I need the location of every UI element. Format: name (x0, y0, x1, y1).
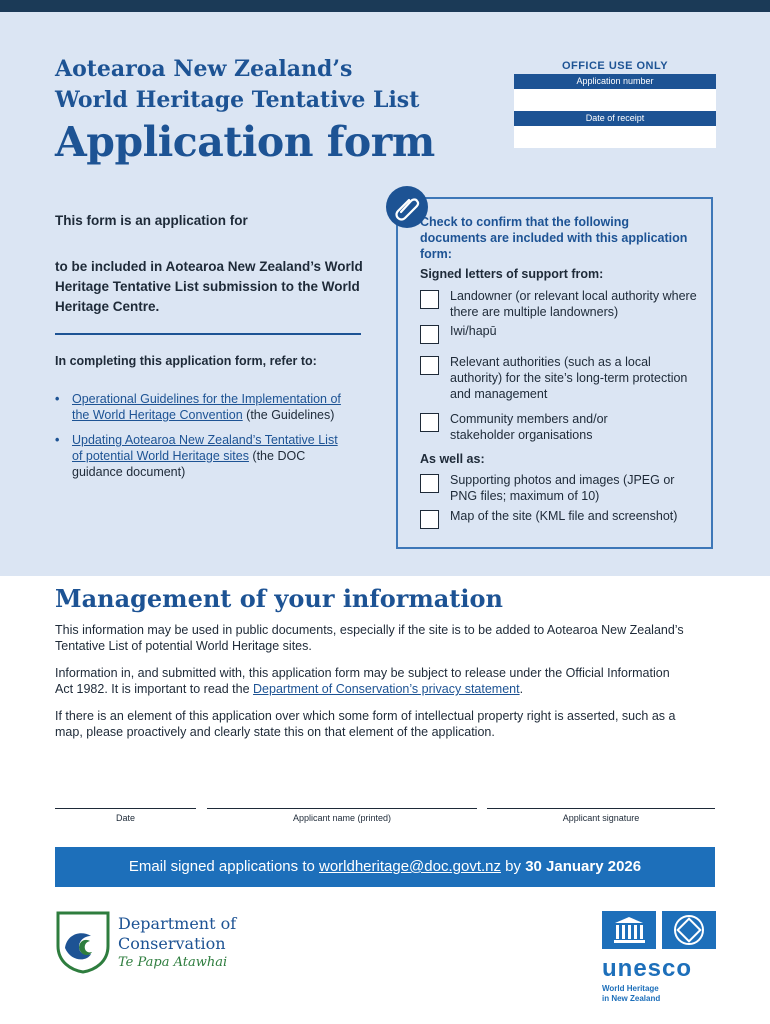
office-use-heading: OFFICE USE ONLY (561, 60, 669, 72)
management-title: Management of your information (55, 584, 503, 613)
management-paragraph-3: If there is an element of this application over which some form of intellectual property right is asserted, such as a map, please proactively and clearly state this on that element of the application. (55, 709, 676, 739)
world-heritage-emblem-icon (662, 911, 716, 949)
checkbox[interactable] (420, 290, 439, 309)
applicant-signature-label: Applicant signature (562, 813, 640, 823)
doc-name-line-1: Department of (118, 914, 237, 933)
reference-suffix: (the DOC guidance document) (72, 449, 306, 479)
office-use-box (514, 60, 716, 148)
checklist-item-label: Landowner (or relevant local authority where there are multiple landowners) (450, 289, 697, 319)
application-number-label: Application number (514, 74, 716, 89)
application-number-field[interactable] (514, 89, 716, 111)
email-text: Email signed applications to (128, 858, 319, 875)
checklist-item-label: Map of the site (KML file and screenshot) (450, 509, 678, 523)
checkbox[interactable] (420, 325, 439, 344)
subtitle-line-2: World Heritage Tentative List (55, 87, 420, 113)
reference-item (55, 432, 345, 480)
unesco-temple-icon (602, 911, 656, 949)
reference-item (55, 391, 345, 423)
checkbox[interactable] (420, 356, 439, 375)
doc-name-line-2: Conservation (118, 934, 226, 953)
paragraph-text: . (519, 682, 524, 696)
email-link[interactable]: worldheritage@doc.govt.nz (319, 858, 501, 875)
section-divider (55, 333, 361, 335)
checklist-item-label: Community members and/or stakeholder organisations (450, 412, 608, 442)
unesco-subtitle (602, 984, 660, 1004)
page-title: Application form (55, 118, 435, 166)
reference-suffix: (the Guidelines) (242, 408, 335, 422)
checkbox[interactable] (420, 510, 439, 529)
intro-line-2: to be included in Aotearoa New Zealand’s World Heritage Tentative List submission to the World Heritage Centre. (55, 259, 363, 314)
doc-wordmark (118, 914, 236, 972)
date-line[interactable] (55, 808, 196, 809)
management-paragraph-2 (55, 665, 685, 697)
checklist-item-label: Supporting photos and images (JPEG or PNG files; maximum of 10) (450, 473, 675, 503)
bullet-icon: • (55, 433, 60, 447)
unesco-subtitle-line-1: World Heritage (602, 984, 659, 993)
checklist-item-label: Relevant authorities (such as a local authority) for the site’s long-term protection and management (450, 355, 688, 401)
checkbox[interactable] (420, 474, 439, 493)
unesco-subtitle-line-2: in New Zealand (602, 994, 661, 1003)
bullet-icon: • (55, 392, 60, 406)
intro-line-1: This form is an application for (55, 213, 248, 228)
doc-maori-name: Te Papa Atawhai (118, 955, 228, 970)
unesco-wordmark: unesco (602, 955, 693, 982)
checkbox[interactable] (420, 413, 439, 432)
paragraph-text: Information in, and submitted with, this application form may be subject to release under the Official Information Act 1982. It is important to read the (55, 666, 670, 696)
applicant-signature-line[interactable] (487, 808, 715, 809)
checklist-item-label: Iwi/hapū (450, 324, 497, 338)
form-subtitle (55, 54, 495, 116)
date-label: Date (115, 813, 135, 823)
deadline-date: 30 January 2026 (525, 858, 642, 875)
date-of-receipt-label: Date of receipt (514, 111, 716, 126)
date-of-receipt-field[interactable] (514, 126, 716, 148)
doc-logo-icon (55, 910, 111, 979)
support-heading: Signed letters of support from: (420, 267, 604, 281)
applicant-name-line[interactable] (207, 808, 477, 809)
doc-guidance-link[interactable]: Updating Aotearoa New Zealand’s Tentative List of potential World Heritage sites (72, 433, 338, 463)
email-instruction-bar (55, 847, 715, 887)
applicant-name-label: Applicant name (printed) (292, 813, 392, 823)
top-bar (0, 0, 770, 12)
privacy-statement-link[interactable]: Department of Conservation’s privacy statement (253, 682, 520, 696)
refer-heading: In completing this application form, refer to: (55, 354, 317, 368)
also-heading: As well as: (420, 452, 485, 466)
subtitle-line-1: Aotearoa New Zealand’s (55, 56, 353, 82)
management-paragraph-1: This information may be used in public documents, especially if the site is to be added to Aotearoa New Zealand’s Tentative List of potential World Heritage sites. (55, 623, 684, 653)
email-text: by (501, 858, 526, 875)
checklist-heading: Check to confirm that the following documents are included with this application form: (420, 215, 688, 261)
guidelines-link[interactable]: Operational Guidelines for the Implementation of the World Heritage Convention (72, 392, 341, 422)
reference-list (55, 391, 345, 489)
